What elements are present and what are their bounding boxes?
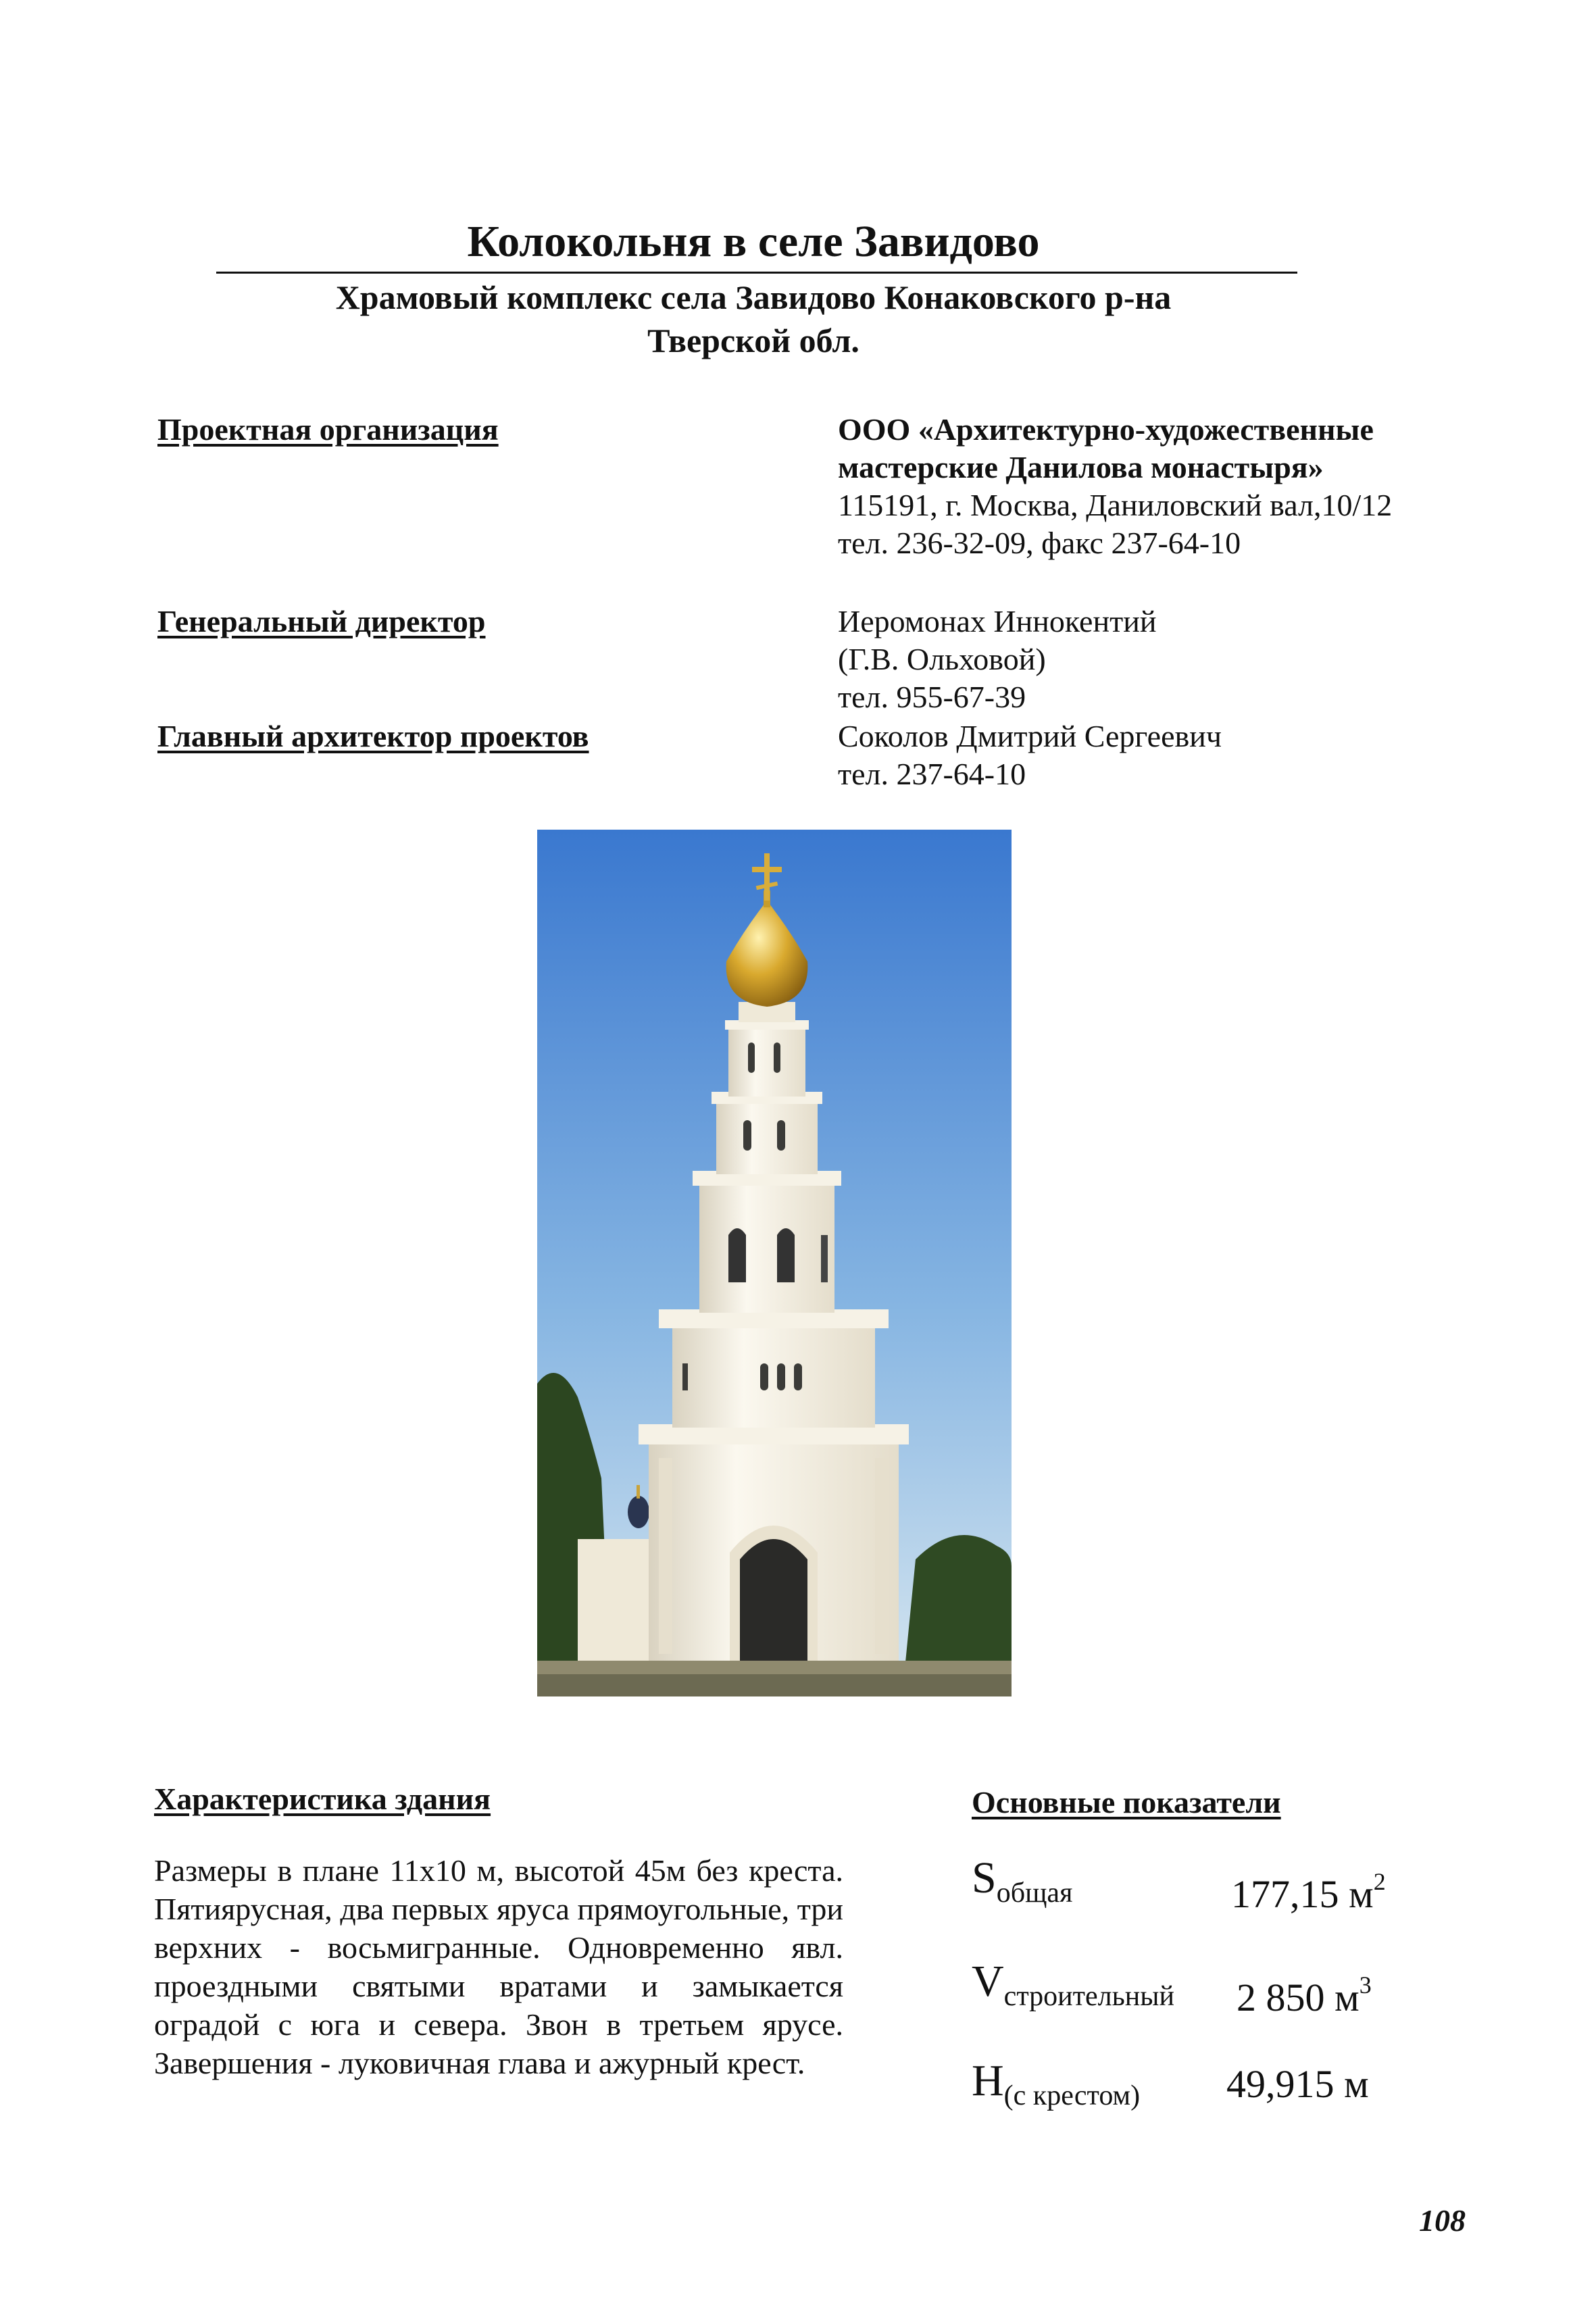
indicator-volume-symbol: $V_{строительный}$ bbox=[972, 1957, 1174, 2012]
bell-tower-photo bbox=[537, 830, 1012, 1696]
field-value-director-secular-name: (Г.В. Ольховой) bbox=[838, 642, 1046, 676]
field-value-org-name-2: мастерские Данилова монастыря» bbox=[838, 450, 1324, 484]
field-value-architect-phone: тел. 237-64-10 bbox=[838, 757, 1026, 791]
indicator-volume-value: 2 850 $м^3$ bbox=[1237, 1971, 1372, 2019]
characteristics-heading: Характеристика здания bbox=[154, 1782, 491, 1816]
field-value-director-name: Иеромонах Иннокентий bbox=[838, 604, 1157, 638]
subtitle-line-1: Храмовый комплекс села Завидово Конаковского р-на bbox=[335, 278, 1172, 316]
characteristics-text: Размеры в плане 11х10 м, высотой 45м без креста. Пятиярусная, два первых яруса прямоугольные, три верхних - восьмигранные. Одновременно явл. проездными святыми вратами и замыкается оградой с юга и севера. Звон в третьем ярусе. Завершения - луковичная глава и ажурный крест. bbox=[154, 1853, 843, 2080]
indicator-height-value: 49,915 м bbox=[1226, 2062, 1369, 2106]
field-label-general-director: Генеральный директор bbox=[157, 604, 486, 638]
subtitle-line-2: Тверской обл. bbox=[647, 322, 859, 359]
indicator-area-value: 177,15 $м^2$ bbox=[1231, 1868, 1386, 1916]
field-value-org-name-1: ООО «Архитектурно-художественные bbox=[838, 412, 1374, 447]
field-value-org-phone: тел. 236-32-09, факс 237-64-10 bbox=[838, 526, 1241, 560]
field-value-org-address: 115191, г. Москва, Даниловский вал,10/12 bbox=[838, 488, 1393, 522]
indicator-area-symbol: $S_{общая}$ bbox=[972, 1853, 1073, 1909]
page-number: 108 bbox=[1419, 2203, 1466, 2238]
field-value-director-phone: тел. 955-67-39 bbox=[838, 680, 1026, 714]
indicator-height-symbol: $H_{(с крестом)}$ bbox=[972, 2056, 1141, 2111]
title-divider bbox=[216, 272, 1297, 274]
page-subtitle bbox=[0, 276, 1507, 362]
field-label-chief-architect: Главный архитектор проектов bbox=[157, 719, 589, 753]
field-label-design-organization: Проектная организация bbox=[157, 412, 499, 447]
indicators-heading: Основные показатели bbox=[972, 1785, 1281, 1819]
page-title: Колокольня в селе Завидово bbox=[467, 217, 1040, 266]
field-value-architect-name: Соколов Дмитрий Сергеевич bbox=[838, 719, 1222, 753]
